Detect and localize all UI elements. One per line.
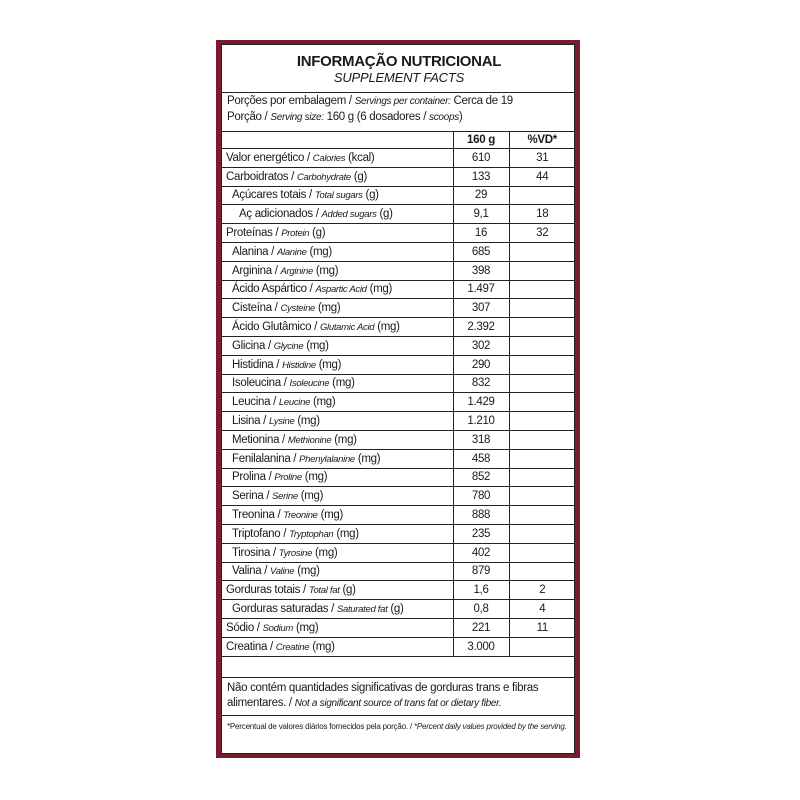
serving-size — [227, 111, 462, 123]
divider — [222, 92, 574, 93]
nutrient-amount: 0,8 — [453, 600, 509, 619]
nutrient-amount: 307 — [453, 299, 509, 318]
nutrition-label — [221, 44, 575, 754]
divider — [222, 677, 574, 678]
servings-pt: Porções por embalagem / — [227, 95, 352, 107]
nutrient-amount: 1.429 — [453, 393, 509, 412]
nutrient-pt: Isoleucina / — [232, 377, 287, 390]
footnote-dv-en: *Percent daily values provided by the serving. — [413, 722, 567, 731]
nutrient-dv — [509, 430, 575, 449]
table-row — [222, 618, 575, 637]
nutrient-amount: 832 — [453, 374, 509, 393]
nutrient-pt: Histidina / — [232, 358, 280, 371]
nutrient-unit: (g) — [390, 603, 404, 616]
nutrient-amount: 3.000 — [453, 637, 509, 656]
nutrient-unit: (mg) — [297, 565, 320, 578]
table-row — [222, 562, 575, 581]
table-row — [222, 393, 575, 412]
footnote-main-en: Not a significant source of trans fat or dietary fiber. — [294, 698, 502, 709]
nutrient-pt: Prolina / — [232, 471, 272, 484]
nutrient-en: Methionine — [287, 434, 332, 446]
nutrient-pt: Carboidratos / — [226, 170, 295, 183]
nutrient-en: Serine — [272, 491, 298, 503]
table-row — [222, 299, 575, 318]
table-row — [222, 355, 575, 374]
nutrient-en: Tyrosine — [278, 547, 313, 559]
nutrient-name — [222, 562, 453, 581]
nutrient-pt: Valina / — [232, 565, 268, 578]
nutrient-name — [222, 299, 453, 318]
table-row — [222, 336, 575, 355]
nutrient-amount: 879 — [453, 562, 509, 581]
nutrient-pt: Aç adicionados / — [239, 208, 319, 221]
nutrient-unit: (mg) — [309, 245, 332, 258]
nutrient-dv — [509, 506, 575, 525]
nutrient-name — [222, 543, 453, 562]
table-row — [222, 524, 575, 543]
divider — [222, 715, 574, 716]
nutrient-pt: Açúcares totais / — [232, 189, 312, 202]
nutrient-pt: Gorduras totais / — [226, 584, 306, 597]
nutrient-unit: (mg) — [357, 452, 381, 465]
table-row — [222, 600, 575, 619]
nutrient-dv — [509, 374, 575, 393]
table-row — [222, 186, 575, 205]
table-row — [222, 224, 575, 243]
nutrient-name — [222, 412, 453, 431]
nutrient-pt: Glicina / — [232, 339, 271, 352]
nutrient-en: Carbohydrate — [296, 171, 351, 183]
nutrient-en: Total fat — [308, 585, 340, 597]
nutrient-pt: Valor energético / — [226, 151, 310, 164]
serving-size-tail: ) — [458, 111, 463, 123]
nutrient-unit: (mg) — [315, 546, 338, 559]
nutrient-unit: (mg) — [304, 471, 328, 484]
nutrient-en: Creatine — [275, 641, 310, 653]
nutrient-dv — [509, 186, 575, 205]
nutrient-amount: 402 — [453, 543, 509, 562]
nutrient-en: Protein — [281, 228, 310, 240]
table-row — [222, 280, 575, 299]
nutrient-pt: Treonina / — [232, 509, 281, 522]
nutrient-name — [222, 506, 453, 525]
nutrient-en: Calories — [312, 152, 346, 164]
servings-per-container — [227, 95, 513, 107]
nutrient-amount: 235 — [453, 524, 509, 543]
nutrient-name — [222, 318, 453, 337]
nutrient-en: Glutamic Acid — [319, 322, 375, 334]
nutrient-dv — [509, 562, 575, 581]
label-subtitle: SUPPLEMENT FACTS — [333, 70, 465, 85]
footnote-trans-fat — [227, 681, 571, 711]
nutrient-amount: 398 — [453, 261, 509, 280]
nutrient-name — [222, 449, 453, 468]
nutrient-name — [222, 600, 453, 619]
nutrient-dv — [509, 336, 575, 355]
nutrient-pt: Serina / — [232, 490, 270, 503]
nutrient-name — [222, 149, 453, 168]
nutrient-dv: 4 — [509, 600, 575, 619]
nutrient-name — [222, 618, 453, 637]
table-row — [222, 412, 575, 431]
nutrient-dv — [509, 242, 575, 261]
nutrient-dv — [509, 299, 575, 318]
nutrient-amount: 9,1 — [453, 205, 509, 224]
nutrient-name — [222, 261, 453, 280]
nutrient-amount: 610 — [453, 149, 509, 168]
nutrient-amount: 1.210 — [453, 412, 509, 431]
nutrient-name — [222, 355, 453, 374]
nutrient-unit: (g) — [353, 170, 367, 183]
nutrient-name — [222, 524, 453, 543]
nutrient-name — [222, 637, 453, 656]
nutrient-name — [222, 581, 453, 600]
nutrient-pt: Gorduras saturadas / — [232, 603, 335, 616]
nutrient-en: Valine — [270, 566, 295, 578]
nutrient-unit: (mg) — [369, 283, 392, 296]
table-row — [222, 167, 575, 186]
nutrient-en: Proline — [274, 472, 302, 484]
nutrient-name — [222, 280, 453, 299]
nutrient-en: Aspartic Acid — [315, 284, 367, 296]
nutrient-pt: Cisteína / — [232, 302, 278, 315]
table-row — [222, 506, 575, 525]
table-row — [222, 468, 575, 487]
header-amount: 160 g — [453, 132, 509, 149]
nutrient-unit: (mg) — [306, 339, 329, 352]
nutrient-en: Glycine — [273, 340, 304, 352]
nutrient-unit: (mg) — [320, 509, 343, 522]
nutrient-name — [222, 487, 453, 506]
nutrient-pt: Leucina / — [232, 396, 276, 409]
nutrient-dv: 11 — [509, 618, 575, 637]
nutrient-name — [222, 374, 453, 393]
nutrient-dv — [509, 449, 575, 468]
nutrient-unit: (mg) — [332, 377, 355, 390]
nutrient-dv: 18 — [509, 205, 575, 224]
label-title: INFORMAÇÃO NUTRICIONAL — [296, 53, 502, 70]
serving-size-en: Serving size: — [270, 112, 324, 123]
nutrient-dv: 44 — [509, 167, 575, 186]
nutrient-dv — [509, 412, 575, 431]
nutrient-en: Added sugars — [321, 209, 377, 221]
nutrient-en: Isoleucine — [289, 378, 330, 390]
nutrient-dv — [509, 637, 575, 656]
nutrient-dv: 32 — [509, 224, 575, 243]
nutrient-pt: Creatina / — [226, 640, 273, 653]
nutrient-name — [222, 224, 453, 243]
nutrient-dv — [509, 318, 575, 337]
header-dv: %VD* — [509, 132, 575, 149]
nutrient-name — [222, 242, 453, 261]
nutrient-amount: 458 — [453, 449, 509, 468]
nutrient-name — [222, 186, 453, 205]
nutrient-unit: (g) — [379, 208, 393, 221]
footnote-daily-values — [227, 721, 571, 732]
nutrient-amount: 133 — [453, 167, 509, 186]
nutrient-pt: Proteínas / — [226, 227, 279, 240]
nutrient-amount: 318 — [453, 430, 509, 449]
nutrient-amount: 290 — [453, 355, 509, 374]
nutrient-amount: 1.497 — [453, 280, 509, 299]
table-row — [222, 149, 575, 168]
nutrient-unit: (mg) — [317, 302, 341, 315]
table-row — [222, 487, 575, 506]
serving-size-scoops: scoops — [429, 112, 459, 123]
nutrient-en: Alanine — [276, 246, 307, 258]
table-row — [222, 374, 575, 393]
nutrient-pt: Ácido Glutâmico / — [232, 321, 318, 334]
table-row — [222, 242, 575, 261]
nutrient-pt: Fenilalanina / — [232, 452, 297, 465]
nutrient-unit: (mg) — [297, 415, 320, 428]
nutrient-pt: Ácido Aspártico / — [232, 283, 313, 296]
nutrient-name — [222, 167, 453, 186]
nutrient-name — [222, 393, 453, 412]
table-row — [222, 543, 575, 562]
nutrient-en: Sodium — [262, 622, 294, 634]
nutrient-en: Phenylalanine — [299, 453, 355, 465]
nutrient-pt: Lisina / — [232, 415, 267, 428]
table-header-row — [222, 132, 575, 149]
nutrient-en: Arginine — [280, 265, 313, 277]
footnote-dv-pt: *Percentual de valores diários fornecidos pela porção. / — [227, 722, 412, 731]
nutrient-en: Cysteine — [280, 303, 316, 315]
serving-size-pt: Porção / — [227, 111, 268, 123]
serving-size-value: 160 g (6 dosadores / — [326, 111, 427, 123]
nutrient-unit: (mg) — [334, 433, 357, 446]
nutrient-unit: (mg) — [318, 358, 342, 371]
nutrient-dv — [509, 280, 575, 299]
nutrient-pt: Metionina / — [232, 433, 285, 446]
servings-value: Cerca de 19 — [453, 95, 513, 107]
nutrient-dv — [509, 487, 575, 506]
nutrient-dv — [509, 355, 575, 374]
nutrient-en: Lysine — [268, 416, 295, 428]
nutrient-pt: Arginina / — [232, 264, 278, 277]
nutrient-amount: 302 — [453, 336, 509, 355]
nutrient-unit: (g) — [365, 189, 379, 202]
nutrient-unit: (mg) — [377, 321, 400, 334]
nutrient-unit: (g) — [312, 227, 326, 240]
nutrient-amount: 1,6 — [453, 581, 509, 600]
nutrient-en: Treonine — [283, 510, 318, 522]
footnote-main-pt: Não contém quantidades significativas de gorduras trans e fibras alimentares. / — [227, 682, 539, 709]
nutrient-amount: 780 — [453, 487, 509, 506]
nutrient-amount: 685 — [453, 242, 509, 261]
nutrient-pt: Alanina / — [232, 245, 275, 258]
nutrient-amount: 852 — [453, 468, 509, 487]
table-row — [222, 581, 575, 600]
nutrient-dv: 2 — [509, 581, 575, 600]
nutrient-unit: (g) — [342, 584, 356, 597]
nutrient-pt: Tirosina / — [232, 546, 276, 559]
nutrient-name — [222, 205, 453, 224]
table-row — [222, 261, 575, 280]
nutrient-unit: (mg) — [295, 621, 319, 634]
nutrient-unit: (kcal) — [348, 151, 375, 164]
table-row — [222, 205, 575, 224]
nutrient-unit: (mg) — [336, 527, 359, 540]
table-row — [222, 637, 575, 656]
nutrient-unit: (mg) — [300, 490, 324, 503]
nutrient-amount: 29 — [453, 186, 509, 205]
nutrient-pt: Triptofano / — [232, 527, 287, 540]
nutrient-dv — [509, 393, 575, 412]
table-row — [222, 318, 575, 337]
nutrient-en: Total sugars — [314, 190, 363, 202]
nutrient-pt: Sódio / — [226, 621, 260, 634]
nutrient-amount: 16 — [453, 224, 509, 243]
nutrient-unit: (mg) — [315, 264, 339, 277]
table-row — [222, 430, 575, 449]
nutrient-dv — [509, 543, 575, 562]
nutrient-en: Saturated fat — [336, 604, 388, 616]
nutrient-en: Histidine — [282, 359, 316, 371]
nutrient-amount: 221 — [453, 618, 509, 637]
nutrition-table — [222, 131, 575, 657]
nutrient-unit: (mg) — [312, 396, 336, 409]
header-empty — [222, 132, 453, 149]
nutrient-en: Leucine — [278, 397, 311, 409]
servings-en: Servings per container: — [354, 96, 451, 107]
nutrient-amount: 888 — [453, 506, 509, 525]
nutrient-dv — [509, 524, 575, 543]
nutrient-name — [222, 430, 453, 449]
nutrient-dv — [509, 261, 575, 280]
nutrient-amount: 2.392 — [453, 318, 509, 337]
table-row — [222, 449, 575, 468]
nutrient-name — [222, 336, 453, 355]
nutrient-unit: (mg) — [312, 640, 335, 653]
nutrient-en: Tryptophan — [289, 528, 334, 540]
nutrient-name — [222, 468, 453, 487]
nutrient-dv: 31 — [509, 149, 575, 168]
nutrient-dv — [509, 468, 575, 487]
